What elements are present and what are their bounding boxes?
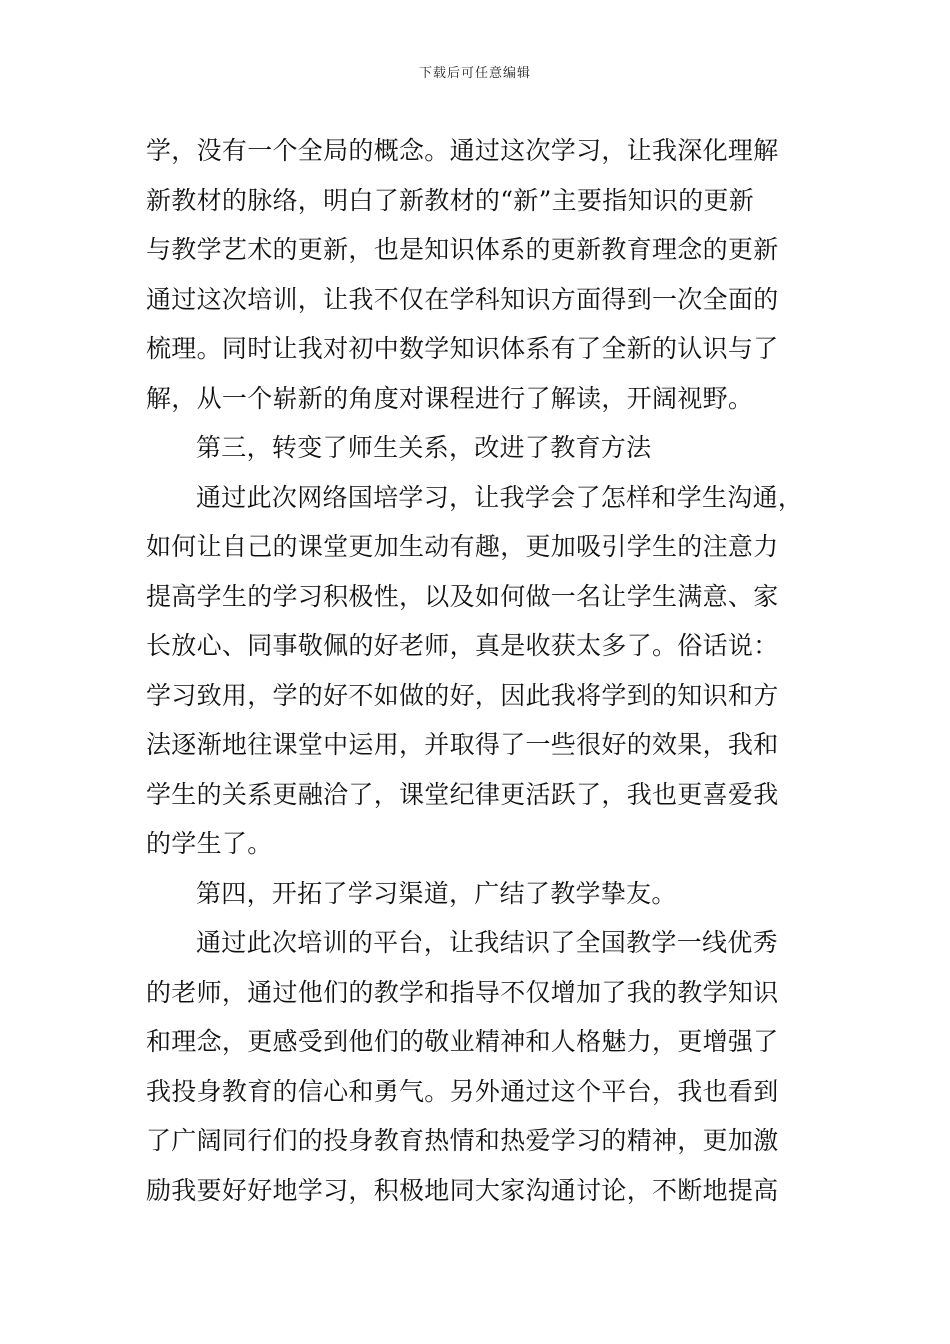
- text-line: 解，从一个崭新的角度对课程进行了解读，开阔视野。: [146, 383, 754, 413]
- text-line: 通过这次培训，让我不仅在学科知识方面得到一次全面的: [146, 284, 779, 314]
- text-line: 通过此次网络国培学习，让我学会了怎样和学生沟通，: [196, 482, 804, 512]
- text-line: 通过此次培训的平台，让我结识了全国教学一线优秀: [196, 928, 778, 957]
- text-line: 与教学艺术的更新，也是知识体系的更新教育理念的更新: [146, 235, 779, 264]
- text-line: 的老师，通过他们的教学和指导不仅增加了我的教学知识: [146, 977, 779, 1007]
- text-line: 学生的关系更融洽了，课堂纪律更活跃了，我也更喜爱我: [146, 779, 779, 809]
- text-line: 学习致用，学的好不如做的好，因此我将学到的知识和方: [146, 680, 779, 710]
- text-line: 法逐渐地往课堂中运用，并取得了一些很好的效果，我和: [146, 730, 779, 759]
- text-line: 长放心、同事敬佩的好老师，真是收获太多了。俗话说：: [146, 631, 779, 660]
- text-line: 了广阔同行们的投身教育热情和热爱学习的精神，更加激: [146, 1126, 779, 1155]
- text-line: 学，没有一个全局的概念。通过这次学习，让我深化理解: [146, 136, 779, 165]
- page-header: 下载后可任意编辑: [418, 66, 531, 81]
- text-line: 和理念，更感受到他们的敬业精神和人格魅力，更增强了: [146, 1027, 779, 1056]
- text-line: 我投身教育的信心和勇气。另外通过这个平台，我也看到: [146, 1076, 779, 1106]
- text-line: 励我要好好地学习，积极地同大家沟通讨论，不断地提高: [146, 1175, 779, 1205]
- text-line: 梳理。同时让我对初中数学知识体系有了全新的认识与了: [146, 334, 779, 363]
- text-line: 的学生了。: [146, 829, 273, 858]
- text-line: 第四，开拓了学习渠道，广结了教学挚友。: [196, 878, 677, 908]
- text-line: 第三，转变了师生关系，改进了教育方法: [196, 433, 652, 462]
- document-body: [146, 126, 826, 1215]
- text-line: 如何让自己的课堂更加生动有趣，更加吸引学生的注意力: [146, 532, 779, 561]
- text-line: 提高学生的学习积极性，以及如何做一名让学生满意、家: [146, 581, 779, 611]
- text-line: 新教材的脉络，明白了新教材的“新”主要指知识的更新: [146, 185, 755, 215]
